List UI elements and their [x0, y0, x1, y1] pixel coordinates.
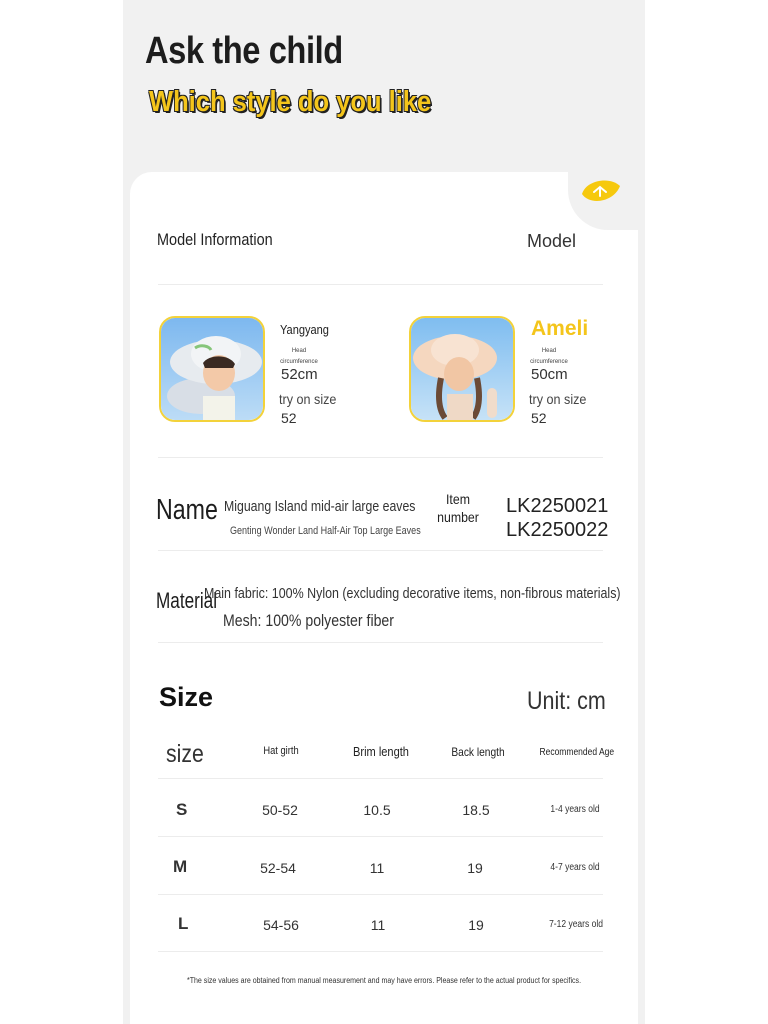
table-cell-age: 4-7 years old: [550, 862, 600, 873]
divider: [158, 951, 603, 952]
page-title: Ask the child: [145, 30, 343, 72]
model-photo-yangyang: [159, 316, 265, 422]
head-circumference-label: Head circumference: [530, 348, 568, 365]
item-number-2: LK2250022: [506, 519, 609, 541]
divider: [158, 894, 603, 895]
table-cell-brim-length: 11: [370, 917, 386, 933]
unit-label: Unit: cm: [527, 687, 606, 715]
table-cell-brim-length: 10.5: [363, 802, 391, 818]
head-circumference-value: 50cm: [531, 366, 568, 383]
head-circumference-value: 52cm: [281, 366, 318, 383]
item-number-label: Item number: [437, 491, 479, 525]
divider: [158, 457, 603, 458]
table-cell-hat-girth: 54-56: [263, 917, 299, 933]
lemon-icon: [580, 176, 622, 204]
material-main-fabric: Main fabric: 100% Nylon (excluding decorative items, non-fibrous materials): [204, 585, 621, 602]
model-info-title: Model Information: [157, 230, 273, 249]
table-header-size: size: [166, 740, 204, 768]
size-title: Size: [159, 682, 214, 712]
table-header-hat-girth: Hat girth: [263, 745, 299, 757]
try-on-size-label: try on size: [529, 391, 587, 407]
table-cell-back-length: 19: [467, 860, 483, 876]
table-row-size: L: [178, 914, 189, 933]
divider: [158, 284, 603, 285]
table-header-recommended-age: Recommended Age: [539, 747, 615, 758]
name-label: Name: [156, 494, 218, 526]
divider: [158, 836, 603, 837]
try-on-size-value: 52: [281, 410, 297, 426]
product-name-2: Genting Wonder Land Half-Air Top Large Eaves: [230, 525, 421, 537]
table-header-back-length: Back length: [451, 745, 505, 759]
model-photo-ameli: [409, 316, 515, 422]
model-name: Yangyang: [280, 322, 329, 337]
table-row-size: M: [173, 857, 188, 876]
table-row-size: S: [176, 800, 188, 819]
divider: [158, 642, 603, 643]
table-header-brim-length: Brim length: [353, 744, 409, 759]
material-mesh: Mesh: 100% polyester fiber: [223, 611, 394, 630]
model-name: Ameli: [531, 317, 589, 340]
divider: [158, 778, 603, 779]
try-on-size-label: try on size: [279, 391, 337, 407]
item-number-1: LK2250021: [506, 495, 609, 517]
table-cell-age: 1-4 years old: [550, 804, 600, 815]
table-cell-hat-girth: 50-52: [262, 802, 298, 818]
model-label: Model: [527, 231, 577, 251]
table-cell-back-length: 19: [468, 917, 484, 933]
page-subtitle: Which style do you like: [149, 86, 432, 118]
size-disclaimer: *The size values are obtained from manual measurement and may have errors. Please refer to the actual product for specifics.: [186, 976, 582, 985]
table-cell-hat-girth: 52-54: [260, 860, 296, 876]
table-cell-age: 7-12 years old: [549, 919, 603, 930]
table-cell-back-length: 18.5: [462, 802, 490, 818]
product-name-1: Miguang Island mid-air large eaves: [224, 498, 416, 515]
material-label: Material: [156, 588, 218, 613]
table-cell-brim-length: 11: [369, 860, 385, 876]
head-circumference-label: Head circumference: [280, 348, 318, 365]
try-on-size-value: 52: [531, 410, 547, 426]
divider: [158, 550, 603, 551]
product-detail-page: [123, 0, 645, 1024]
